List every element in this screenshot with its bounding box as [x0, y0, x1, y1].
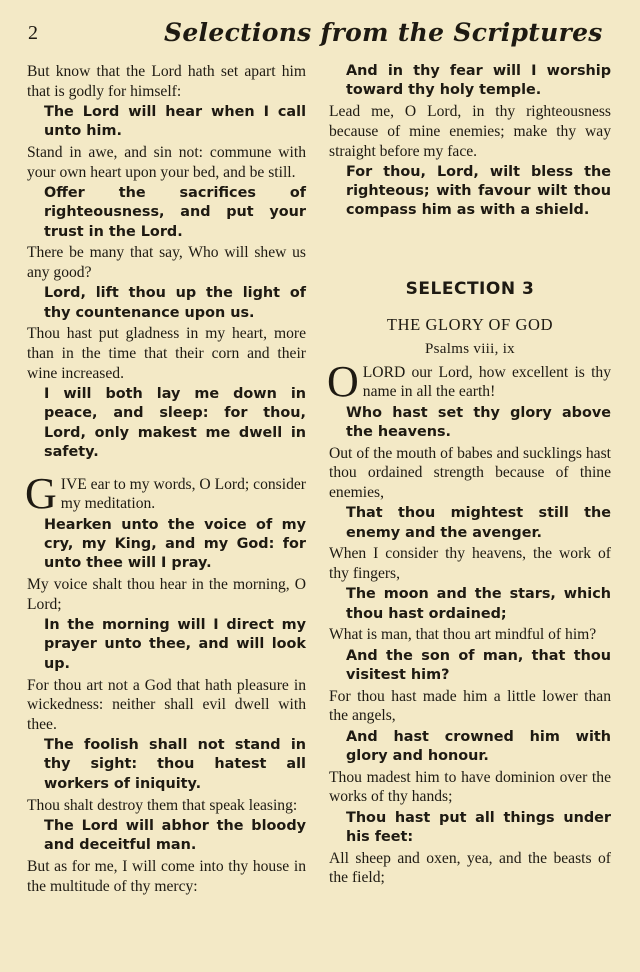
reading-verse: There be many that say, Who will shew us any good? [27, 244, 306, 281]
drop-cap: G [25, 468, 57, 518]
reading-verse: Stand in awe, and sin not: commune with your own heart upon your bed, and be still. [27, 144, 306, 181]
response-verse: Hearken unto the voice of my cry, my King, and my God: for unto thee will I pray. [44, 516, 306, 572]
verse-text: LORD our Lord, how excellent is thy name in all the earth! [362, 363, 611, 401]
selection-heading: SELECTION 3 [405, 278, 535, 299]
selection-reference: Psalms viii, ix [425, 340, 515, 357]
reading-verse: For thou hast made him a little lower than the angels, [329, 687, 611, 725]
response-verse: The moon and the stars, which thou hast ordained; [346, 586, 611, 622]
reading-verse: Thou shalt destroy them that speak leasing: [27, 796, 298, 814]
response-verse: For thou, Lord, wilt bless the righteous; with favour wilt thou compass him as with a shield. [346, 163, 611, 219]
reading-verse: When I consider thy heavens, the work of thy fingers, [329, 545, 611, 582]
reading-verse: All sheep and oxen, yea, and the beasts of the field; [329, 849, 611, 887]
reading-verse: But as for me, I will come into thy house in the multitude of thy mercy: [27, 858, 306, 895]
response-verse: And in thy fear will I worship toward thy holy temple. [346, 63, 611, 99]
page-number: 2 [28, 22, 38, 44]
dropcap-verse [25, 468, 306, 518]
reading-verse: Thou madest him to have dominion over the works of thy hands; [329, 768, 611, 806]
response-verse: In the morning will I direct my prayer unto thee, and will look up. [44, 616, 306, 672]
reading-verse: Thou hast put gladness in my heart, more than in the time that their corn and their wine increased. [27, 325, 306, 382]
response-verse: And the son of man, that thou visitest him? [346, 647, 611, 683]
selection-verses [327, 356, 611, 888]
running-title: Selections from the Scriptures [164, 18, 603, 47]
drop-cap: O [327, 356, 359, 406]
reading-verse: Out of the mouth of babes and sucklings hast thou ordained strength because of thine enemies, [329, 444, 611, 501]
response-verse: The foolish shall not stand in thy sight: thou hatest all workers of iniquity. [44, 736, 306, 792]
response-verse: I will both lay me down in peace, and sleep: for thou, Lord, only makest me dwell in safety. [44, 385, 306, 460]
response-verse: Thou hast put all things under his feet: [346, 809, 611, 845]
verse-text: IVE ear to my words, O Lord; consider my meditation. [60, 475, 306, 513]
right-column-verses [329, 62, 611, 221]
left-column [27, 62, 306, 898]
response-verse: That thou mightest still the enemy and the avenger. [346, 505, 611, 541]
response-verse: Lord, lift thou up the light of thy countenance upon us. [44, 285, 306, 321]
page-header [0, 18, 640, 54]
verse-gap [27, 464, 306, 475]
selection-title: THE GLORY OF GOD [386, 314, 554, 334]
reading-verse: Lead me, O Lord, in thy righteousness because of mine enemies; make thy way straight before my face. [329, 103, 611, 160]
response-verse: The Lord will hear when I call unto him. [44, 103, 306, 140]
response-verse: Offer the sacrifices of righteousness, and put your trust in the Lord. [44, 184, 306, 240]
response-verse: Who hast set thy glory above the heavens. [346, 404, 611, 440]
reading-verse: What is man, that thou art mindful of him? [329, 626, 597, 644]
reading-verse: For thou art not a God that hath pleasure in wickedness: neither shall evil dwell with thee. [27, 676, 306, 733]
reading-verse: My voice shalt thou hear in the morning, O Lord; [27, 576, 306, 613]
reading-verse: But know that the Lord hath set apart him that is godly for himself: [27, 63, 306, 100]
right-column [329, 62, 611, 890]
response-verse: The Lord will abhor the bloody and deceitful man. [44, 817, 306, 854]
dropcap-verse [327, 356, 611, 406]
response-verse: And hast crowned him with glory and honour. [346, 728, 611, 764]
